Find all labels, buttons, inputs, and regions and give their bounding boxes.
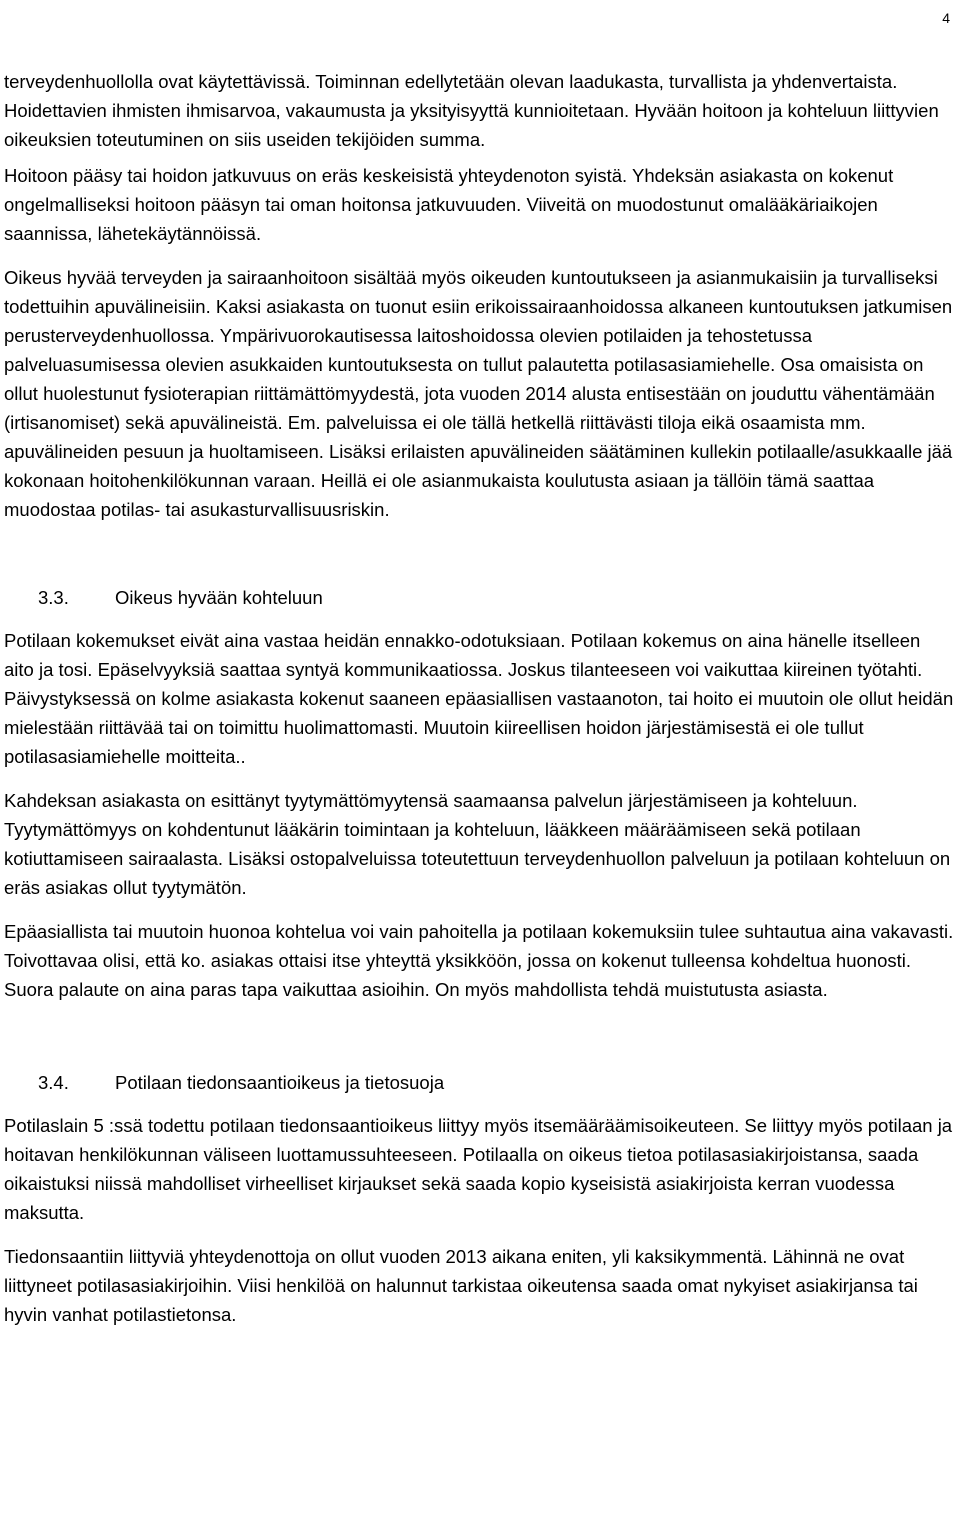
paragraph-intro: terveydenhuollolla ovat käytettävissä. Toiminnan edellytetään olevan laadukasta, turvallista ja yhdenvertaista. Hoidettavien ihmisten ihmisarvoa, vakaumusta ja yksityisyyttä kunnioitetaan. Hyvään hoitoon ja kohteluun liittyvien oikeuksien toteutuminen on siis useiden tekijöiden summa. bbox=[4, 71, 939, 150]
section-title: Oikeus hyvään kohteluun bbox=[115, 587, 323, 608]
section-number: 3.4. bbox=[38, 1072, 69, 1093]
section-heading-3-3 bbox=[4, 583, 954, 612]
paragraph-access-to-care: Hoitoon pääsy tai hoidon jatkuvuus on eräs keskeisistä yhteydenoton syistä. Yhdeksän asiakasta on kokenut ongelmalliseksi hoitoon pääsyn tai oman hoitonsa jatkuvuuden. Viiveitä on muodostunut omalääkäriaikojen saannissa, lähetekäytännöissä. bbox=[4, 165, 894, 244]
section-title: Potilaan tiedonsaantioikeus ja tietosuoja bbox=[115, 1072, 445, 1093]
paragraph-patient-experience: Potilaan kokemukset eivät aina vastaa heidän ennakko-odotuksiaan. Potilaan kokemus on aina hänelle itselleen aito ja tosi. Epäselvyyksiä saattaa syntyä kommunikaatiossa. Joskus tilanteeseen voi vaikuttaa kiireinen työtahti. Päivystyksessä on kolme asiakasta kokenut saaneen epäasiallisen vastaanoton, tai hoito ei muutoin ole ollut heidän mielestään riittävää tai on toimittu huolimattomasti. Muutoin kiireellisen hoidon järjestämisestä ei ole tullut potilasasiamiehelle moitteita.. bbox=[4, 630, 954, 767]
page-number: 4 bbox=[942, 10, 950, 26]
paragraph-dissatisfaction: Kahdeksan asiakasta on esittänyt tyytymättömyytensä saamaansa palvelun järjestämiseen ja kohteluun. Tyytymättömyys on kohdentunut lääkärin toimintaan ja kohteluun, lääkkeen määräämiseen sekä potilaan kotiuttamiseen sairaalasta. Lisäksi ostopalveluissa toteutettuun terveydenhuollon palveluun ja potilaan kohteluun on eräs asiakas ollut tyytymätön. bbox=[4, 790, 951, 898]
paragraph-right-to-information: Potilaslain 5 :ssä todettu potilaan tiedonsaantioikeus liittyy myös itsemääräämisoikeuteen. Se liittyy myös potilaan ja hoitavan henkilökunnan väliseen luottamussuhteeseen. Potilaalla on oikeus tietoa potilasasiakirjoistansa, saada oikaistuksi niissä mahdolliset virheelliset kirjaukset sekä saada kopio kyseisistä asiakirjoista kerran vuodessa maksutta. bbox=[4, 1115, 953, 1223]
section-number: 3.3. bbox=[38, 587, 69, 608]
section-heading-3-4 bbox=[4, 1068, 954, 1097]
document-body bbox=[4, 67, 954, 1344]
paragraph-rehabilitation: Oikeus hyvää terveyden ja sairaanhoitoon sisältää myös oikeuden kuntoutukseen ja asianmukaisiin ja turvalliseksi todettuihin apuvälineisiin. Kaksi asiakasta on tuonut esiin erikoissairaanhoidossa alkaneen kuntoutuksen jatkumisen perusterveydenhuollossa. Ympärivuorokautisessa laitoshoidossa olevien potilaiden ja tehostetussa palveluasumisessa olevien asukkaiden kuntoutuksesta on tullut palautetta potilasasiamiehelle. Osa omaisista on ollut huolestunut fysioterapian riittämättömyydestä, jota vuoden 2014 alusta entisestään on jouduttu vähentämään (irtisanomiset) sekä apuvälineistä. Em. palveluissa ei ole tällä hetkellä riittävästi tiloja eikä osaamista mm. apuvälineiden pesuun ja huoltamiseen. Lisäksi erilaisten apuvälineiden säätäminen kullekin potilaalle/asukkaalle jää kokonaan hoitohenkilökunnan varaan. Heillä ei ole asianmukaista koulutusta asiaan ja tällöin tämä saattaa muodostaa potilas- tai asukasturvallisuusriskin. bbox=[4, 267, 953, 520]
paragraph-information-contacts: Tiedonsaantiin liittyviä yhteydenottoja on ollut vuoden 2013 aikana eniten, yli kaksikymmentä. Lähinnä ne ovat liittyneet potilasasiakirjoihin. Viisi henkilöä on halunnut tarkistaa oikeutensa saada omat nykyiset asiakirjansa tai hyvin vanhat potilastietonsa. bbox=[4, 1246, 918, 1325]
paragraph-inappropriate-treatment: Epäasiallista tai muutoin huonoa kohtelua voi vain pahoitella ja potilaan kokemuksiin tulee suhtautua aina vakavasti. Toivottavaa olisi, että ko. asiakas ottaisi itse yhteyttä yksikköön, jossa on kokenut tulleensa kohdeltua huonosti. Suora palaute on aina paras tapa vaikuttaa asioihin. On myös mahdollista tehdä muistutusta asiasta. bbox=[4, 921, 954, 1000]
